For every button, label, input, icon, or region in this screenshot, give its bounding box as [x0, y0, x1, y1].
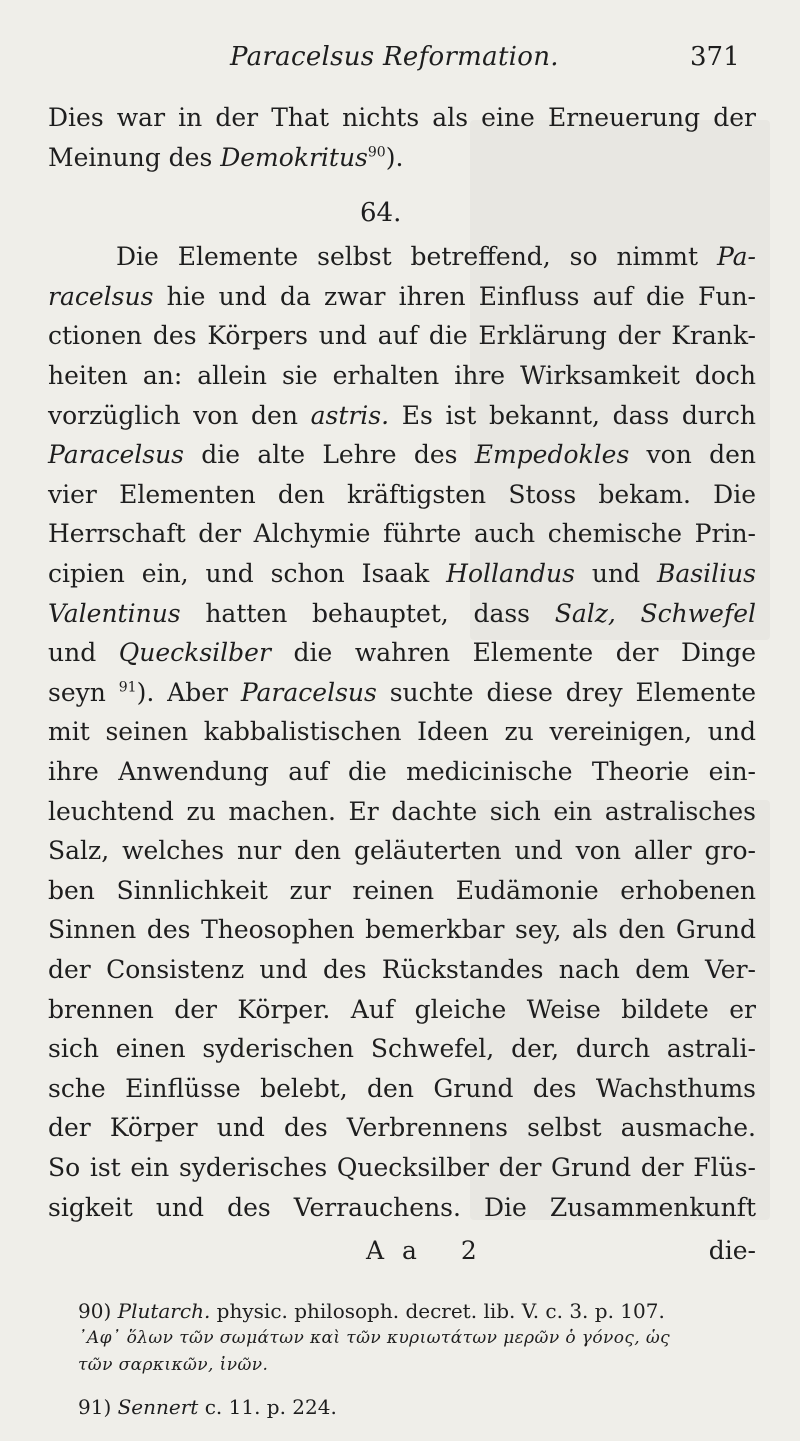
italic-text: Sennert — [117, 1395, 199, 1419]
text-line — [48, 1110, 756, 1146]
text-line — [48, 1150, 756, 1186]
text-run: So ist ein syderisches Quecksilber der Grund der Flüs- — [48, 1153, 756, 1182]
text-line — [48, 1190, 756, 1226]
text-run: suchte diese drey Elemente — [376, 677, 757, 707]
text-run: 91) — [78, 1395, 118, 1419]
italic-text: Plutarch. — [117, 1299, 211, 1323]
italic-text: Paracelsus — [48, 440, 185, 470]
text-run: leuchtend zu machen. Er dachte sich ein astralisches — [48, 796, 756, 826]
text-run: die alte Lehre des — [184, 440, 475, 470]
text-run: und — [48, 638, 119, 668]
text-line — [48, 873, 756, 909]
text-line — [48, 675, 756, 711]
italic-text: Quecksilber — [118, 638, 271, 668]
text-run: brennen der Körper. Auf gleiche Weise bildete er — [48, 994, 756, 1024]
text-run: cipien ein, und schon Isaak — [48, 559, 447, 588]
text-line — [48, 398, 756, 434]
italic-text: Hollandus — [446, 559, 575, 588]
text-line — [48, 318, 756, 354]
text-line — [48, 635, 756, 671]
text-line — [48, 714, 756, 750]
text-run: ctionen des Körpers und auf die Erklärung der Krank- — [48, 321, 756, 351]
footnote-greek-line — [78, 1325, 758, 1352]
text-run: heiten an: allein sie erhalten ihre Wirksamkeit doch — [48, 361, 756, 390]
footnote-line — [78, 1393, 758, 1421]
footnote-reference: 91 — [118, 679, 137, 696]
text-run: Die Elemente selbst betreffend, so nimmt — [116, 242, 717, 272]
italic-text: Valentinus — [48, 598, 181, 628]
text-line — [48, 754, 756, 790]
text-run: Meinung des — [48, 142, 221, 172]
footnote-gap — [78, 1379, 758, 1393]
text-line — [48, 100, 756, 136]
italic-text: Empedokles — [474, 440, 630, 470]
text-run: sche Einflüsse belebt, den Grund des Wachsthums — [48, 1073, 756, 1103]
text-line — [48, 1071, 756, 1107]
text-run: die wahren Elemente der Dinge — [270, 638, 756, 668]
text-run: τῶν σαρκικῶν, ἰνῶν. — [78, 1355, 269, 1375]
footnote-greek-line — [78, 1352, 758, 1379]
signature-mark: Aa 2 — [366, 1236, 495, 1265]
text-run: sigkeit und des Verrauchens. Die Zusammenkunft — [48, 1192, 756, 1222]
italic-text: Basilius — [656, 559, 756, 588]
italic-text: racelsus — [48, 281, 154, 311]
text-line — [48, 516, 756, 552]
text-run: Dies war in der That nichts als eine Erneuerung der — [48, 103, 756, 132]
text-run: ben Sinnlichkeit zur reinen Eudämonie erhobenen — [48, 875, 756, 905]
footnote-reference: 90 — [367, 144, 386, 161]
text-run: mit seinen kabbalistischen Ideen zu vereinigen, und — [48, 717, 756, 747]
text-line — [48, 794, 756, 830]
text-run: sich einen syderischen Schwefel, der, durch astrali- — [48, 1034, 756, 1064]
text-run: der Consistenz und des Rückstandes nach dem Ver- — [48, 955, 756, 984]
text-run: ). — [385, 142, 404, 172]
text-line — [48, 437, 756, 473]
text-line — [48, 140, 756, 176]
page-number: 371 — [690, 42, 740, 72]
text-run: von den — [629, 440, 756, 470]
text-run: Es ist bekannt, dass durch — [389, 400, 756, 430]
text-line — [48, 1031, 756, 1067]
signature-row — [48, 1236, 756, 1272]
text-line — [48, 833, 756, 869]
italic-text: astris. — [310, 400, 390, 430]
italic-text: Salz, Schwefel — [554, 598, 757, 628]
text-run: ihre Anwendung auf die medicinische Theorie ein- — [48, 757, 756, 786]
text-line — [48, 239, 756, 275]
text-run: hatten behauptet, dass — [180, 598, 555, 628]
text-run: seyn — [48, 677, 119, 707]
running-title: Paracelsus Reformation. — [230, 42, 559, 72]
text-run: 90) — [78, 1299, 118, 1323]
text-run: ). Aber — [136, 677, 241, 707]
text-line — [48, 992, 756, 1028]
page-header — [0, 38, 800, 88]
text-run: Salz, welches nur den geläuterten und von aller gro- — [48, 836, 756, 866]
text-run: vier Elementen den kräftigsten Stoss bekam. Die — [48, 479, 756, 509]
section-number: 64. — [360, 198, 402, 228]
footnote-line — [78, 1297, 758, 1325]
text-run: vorzüglich von den — [48, 400, 311, 430]
text-line — [48, 358, 756, 394]
text-run: hie und da zwar ihren Einfluss auf die Fun- — [153, 281, 756, 311]
text-run: c. 11. p. 224. — [198, 1395, 337, 1419]
text-run: und — [574, 559, 657, 588]
text-run: physic. philosoph. decret. lib. V. c. 3. p. 107. — [210, 1299, 665, 1323]
text-run: Sinnen des Theosophen bemerkbar sey, als den Grund — [48, 915, 756, 945]
text-line — [48, 596, 756, 632]
catchword: die- — [708, 1236, 756, 1265]
text-line — [48, 279, 756, 315]
text-line — [48, 477, 756, 513]
text-line — [48, 952, 756, 988]
footnotes — [78, 1297, 758, 1421]
italic-text: Paracelsus — [240, 677, 377, 707]
text-run: Herrschaft der Alchymie führte auch chemische Prin- — [48, 519, 756, 549]
text-run: ᾿Αφ᾿ ὅλων τῶν σωμάτων καὶ τῶν κυριωτάτων μερῶν ὁ γόνος, ὡς — [78, 1328, 671, 1348]
text-line — [48, 556, 756, 592]
italic-text: Demokritus — [220, 142, 368, 172]
text-run: der Körper und des Verbrennens selbst ausmache. — [48, 1113, 756, 1143]
text-line — [48, 912, 756, 948]
italic-text: Pa- — [716, 242, 756, 272]
